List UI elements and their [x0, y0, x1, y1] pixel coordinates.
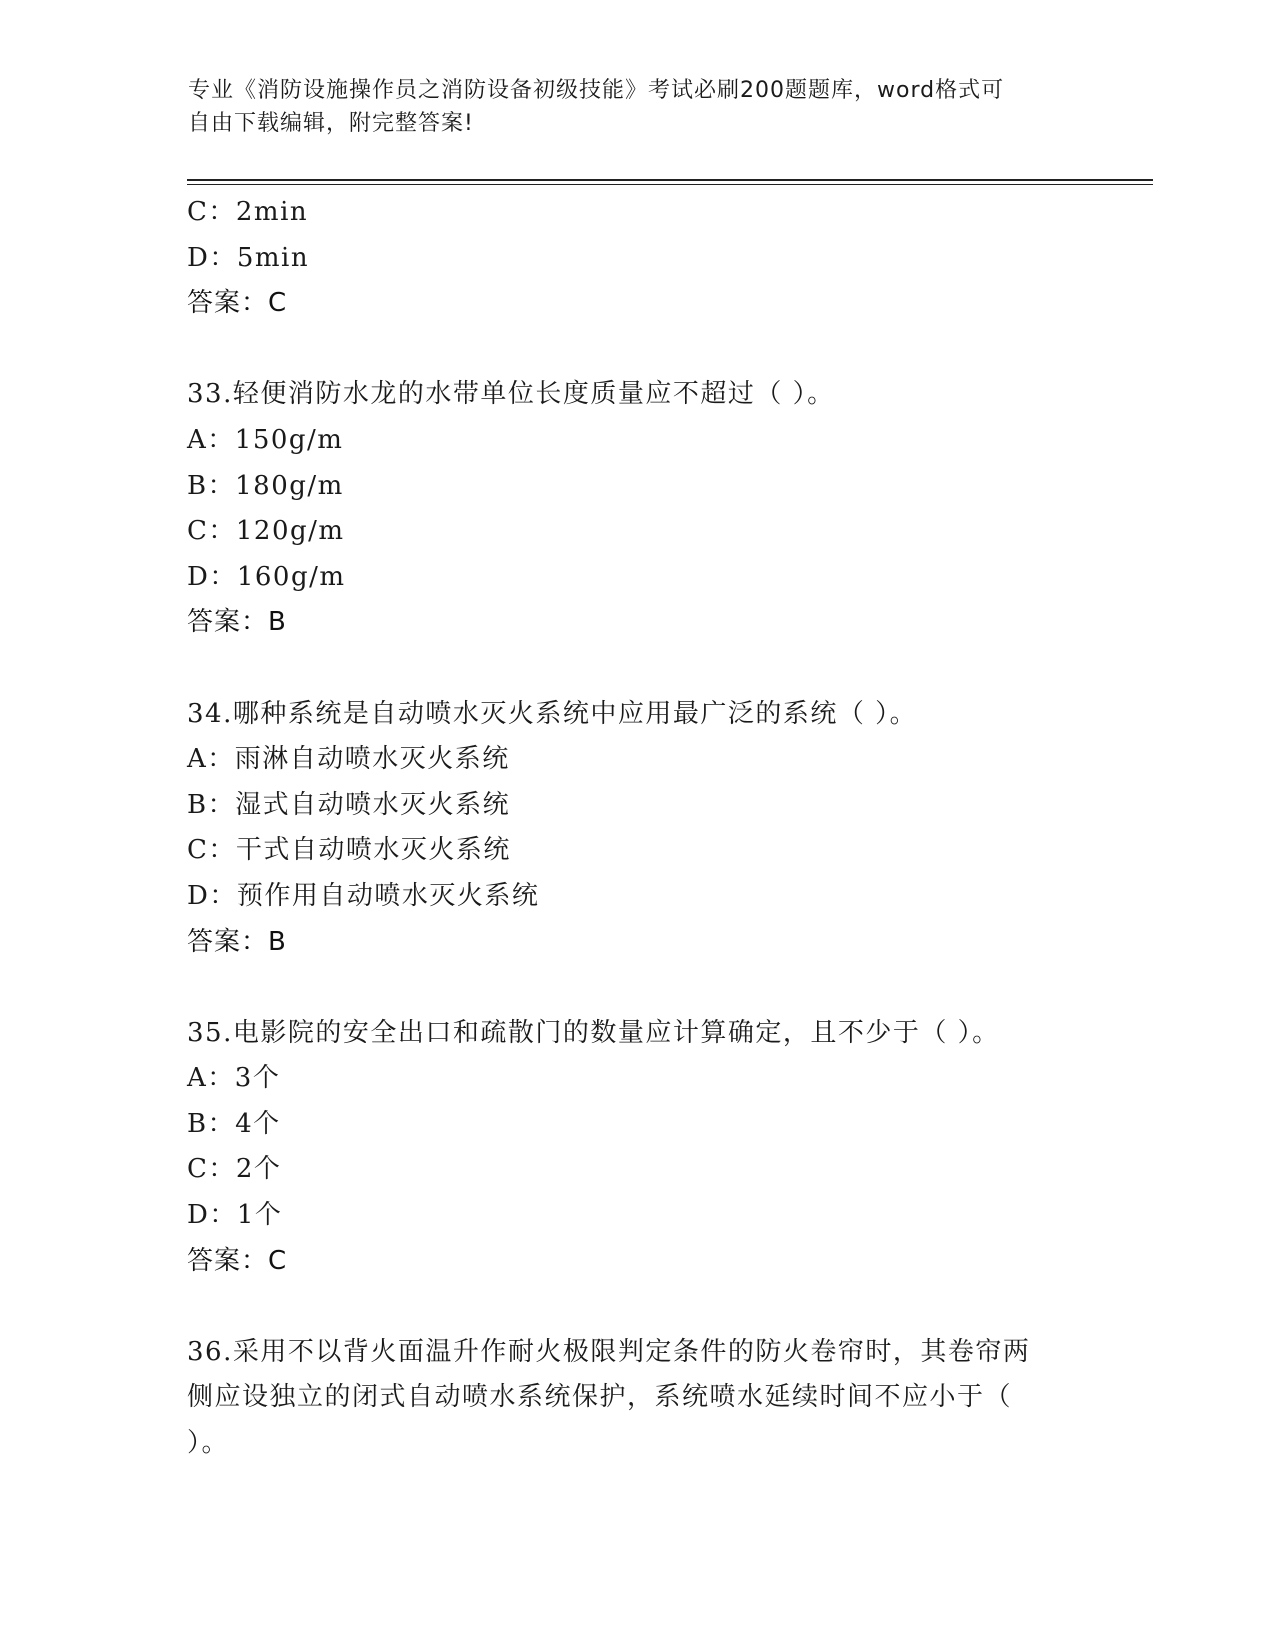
- spacer: [187, 965, 1107, 1011]
- option-a: A：3个: [187, 1063, 281, 1094]
- header-line-1: 专业《消防设施操作员之消防设备初级技能》考试必刷200题题库，word格式可: [188, 78, 1005, 103]
- header-line-2: 自由下载编辑，附完整答案!: [188, 111, 474, 136]
- question-stem-line-3: ）。: [187, 1428, 230, 1459]
- question-35: [187, 1011, 1107, 1285]
- previous-question-tail: [187, 190, 1107, 327]
- question-34: [187, 692, 1107, 966]
- question-stem: 33.轻便消防水龙的水带单位长度质量应不超过（ ）。: [187, 379, 835, 410]
- question-stem-line-2: 侧应设独立的闭式自动喷水系统保护，系统喷水延续时间不应小于（: [187, 1382, 1013, 1413]
- document-header: [188, 74, 1088, 140]
- answer-line: 答案：B: [187, 926, 287, 957]
- question-33: [187, 372, 1107, 646]
- header-divider-thin: [187, 184, 1153, 185]
- option-c: C：2个: [187, 1154, 282, 1185]
- option-a: A：雨淋自动喷水灭火系统: [187, 744, 510, 775]
- option-c: C：120g/m: [187, 516, 345, 547]
- spacer: [187, 646, 1107, 692]
- option-b: B：湿式自动喷水灭火系统: [187, 789, 511, 820]
- option-d: D：1个: [187, 1200, 283, 1231]
- header-divider-thick: [187, 179, 1153, 181]
- option-d: D：160g/m: [187, 561, 346, 592]
- spacer: [187, 1284, 1107, 1330]
- option-a: A：150g/m: [187, 424, 344, 455]
- option-d: D：5min: [187, 242, 310, 273]
- option-b: B：4个: [187, 1108, 281, 1139]
- spacer: [187, 327, 1107, 373]
- option-d: D：预作用自动喷水灭火系统: [187, 880, 540, 911]
- answer-line: 答案：C: [187, 1245, 288, 1276]
- question-content: [187, 190, 1107, 1467]
- question-stem: 34.哪种系统是自动喷水灭火系统中应用最广泛的系统（ ）。: [187, 698, 918, 729]
- answer-line: 答案：B: [187, 607, 287, 638]
- question-stem: 35.电影院的安全出口和疏散门的数量应计算确定，且不少于（ ）。: [187, 1017, 1000, 1048]
- question-stem-line-1: 36.采用不以背火面温升作耐火极限判定条件的防火卷帘时，其卷帘两: [187, 1336, 1031, 1367]
- question-36: [187, 1330, 1107, 1467]
- option-c: C：干式自动喷水灭火系统: [187, 835, 511, 866]
- answer-line: 答案：C: [187, 288, 288, 319]
- option-b: B：180g/m: [187, 470, 344, 501]
- option-c: C：2min: [187, 197, 309, 227]
